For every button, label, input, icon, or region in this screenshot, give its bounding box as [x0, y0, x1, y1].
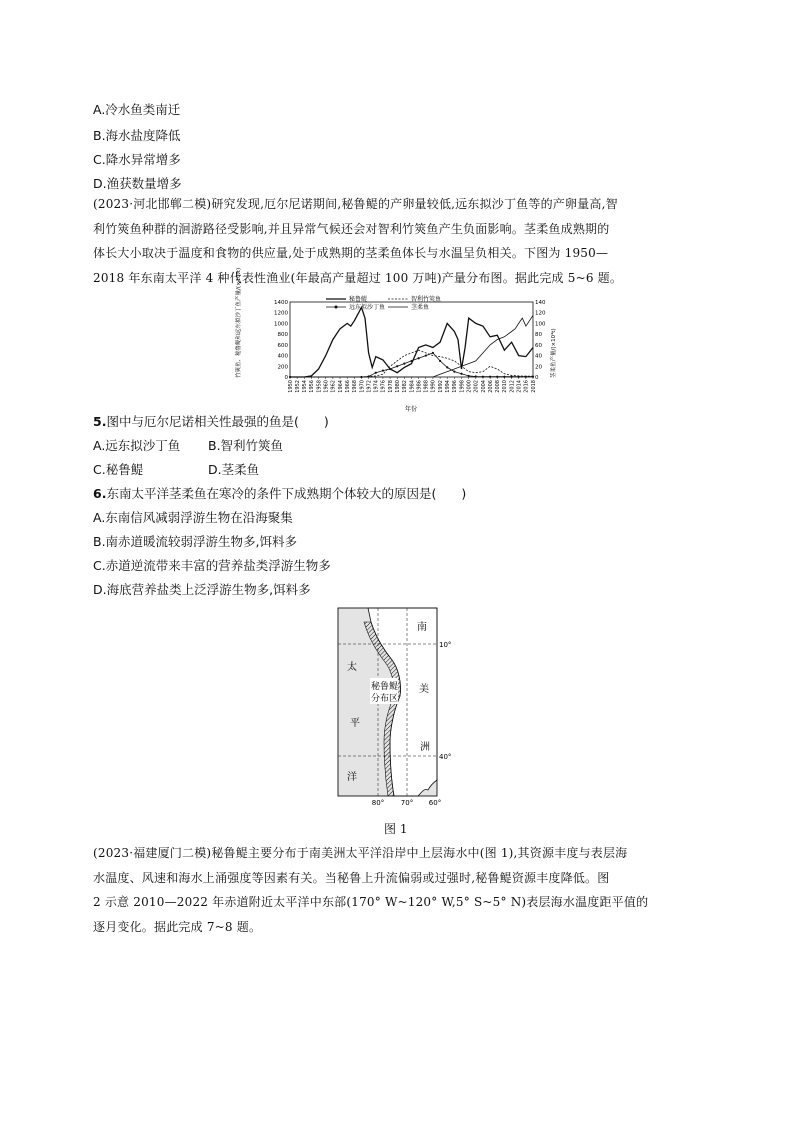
- x-axis-label: 年份: [404, 406, 418, 413]
- y-tick-left: 0: [284, 375, 288, 381]
- figure-1-caption: 图 1: [384, 822, 408, 836]
- question-5-number: 5.: [93, 414, 107, 429]
- question-5-options-row2: [93, 460, 259, 478]
- legend-label-squid: 茎柔鱼: [411, 304, 430, 311]
- x-tick-label: 2002: [473, 380, 480, 393]
- x-tick-label: 1986: [416, 380, 423, 393]
- question-5-stem: 图中与厄尔尼诺相关性最强的鱼是( ): [106, 414, 329, 429]
- sardine-point: [382, 369, 384, 371]
- label-ping: 平: [350, 718, 360, 729]
- label-continent: 洲: [420, 742, 430, 753]
- intro-line: 体长大小取决于温度和食物的供应量,处于成熟期的茎柔鱼体长与水温呈负相关。下图为 1950—: [93, 246, 609, 260]
- series-group: [289, 307, 534, 378]
- question-5: [93, 412, 329, 430]
- sardine-point: [446, 366, 448, 368]
- legend-label-anchoveta: 秘鲁鳀: [349, 296, 368, 303]
- intro-line: 利竹筴鱼种群的洄游路径受影响,并且异常气候还会对智利竹筴鱼产生负面影响。茎柔鱼成熟期的: [93, 221, 610, 236]
- sardine-point: [410, 360, 412, 362]
- sardine-point: [468, 375, 470, 377]
- x-tick-label: 2006: [487, 380, 494, 393]
- x-tick-label: 2008: [495, 380, 502, 393]
- y-tick-right: 140: [535, 300, 546, 306]
- y-tick-right: 20: [535, 364, 542, 371]
- chart-legend: [326, 295, 441, 311]
- y-tick-right: 80: [535, 332, 542, 339]
- intro-line: 水温度、风速和海水上涌强度等因素有关。当秘鲁上升流偏弱或过强时,秘鲁鳀资源丰度降低。图: [93, 870, 610, 885]
- q5-option-c: C.秘鲁鳀: [93, 462, 144, 477]
- label-zone-line2: 分布区: [371, 694, 399, 704]
- x-tick-label: 1978: [387, 380, 394, 393]
- label-yang: 洋: [347, 772, 357, 783]
- q6-option-d: D.海底营养盐类上泛浮游生物多,饵料多: [93, 582, 311, 597]
- label-lon-80: 80°: [371, 799, 385, 807]
- x-tick-label: 1996: [452, 380, 459, 393]
- x-tick-label: 2016: [523, 380, 530, 393]
- x-tick-label: 1976: [380, 380, 387, 393]
- sardine-point: [525, 376, 527, 378]
- intro-line: (2023·河北邯郸二模)研究发现,厄尔尼诺期间,秘鲁鳀的产卵量较低,远东拟沙丁鱼等的产卵量高,智: [93, 197, 618, 211]
- x-tick-label: 2014: [516, 380, 523, 393]
- label-america: 美: [419, 684, 429, 695]
- label-tai: 太: [347, 662, 357, 673]
- series-line-squid: [290, 315, 533, 377]
- series-line-anchoveta: [290, 307, 533, 377]
- y-axis-label-left: 竹筴鱼、秘鲁鳀和远东拟沙丁鱼产量/(×10⁴t): [236, 267, 242, 378]
- option-c: C.降水异常增多: [93, 152, 181, 167]
- y-tick-left: 1000: [274, 321, 288, 328]
- x-tick-label: 1960: [323, 380, 330, 393]
- x-tick-label: 1954: [302, 380, 309, 393]
- y-tick-right: 40: [535, 353, 542, 360]
- intro-line: 逐月变化。据此完成 7~8 题。: [93, 919, 262, 934]
- sardine-point: [418, 357, 420, 359]
- q6-option-c: C.赤道逆流带来丰富的营养盐类浮游生物多: [93, 558, 331, 573]
- x-tick-label: 1980: [395, 380, 402, 393]
- sardine-point: [460, 373, 462, 375]
- intro-line: 2 示意 2010—2022 年赤道附近太平洋中东部(170° W~120° W,5° S~5° N)表层海水温度距平值的: [93, 895, 649, 909]
- x-tick-label: 1994: [445, 380, 452, 393]
- sardine-point: [403, 363, 405, 365]
- x-tick-label: 1990: [430, 380, 437, 393]
- y-tick-right: 0: [535, 375, 539, 381]
- x-tick-label: 1956: [309, 380, 316, 393]
- x-tick-label: 2000: [466, 380, 473, 393]
- intro-paragraph-2: [93, 841, 703, 939]
- y-tick-left: 600: [277, 342, 288, 349]
- intro-line: 2018 年东南太平洋 4 种代表性渔业(年最高产量超过 100 万吨)产量分布图。据此完成 5~6 题。: [93, 270, 623, 285]
- x-tick-label: 1966: [344, 380, 351, 393]
- sardine-point: [482, 376, 484, 378]
- x-tick-label: 1998: [459, 380, 466, 393]
- q5-option-d: D.茎柔鱼: [208, 462, 260, 477]
- x-tick-label: 1950: [287, 380, 294, 393]
- sardine-point: [475, 375, 477, 377]
- x-tick-label: 2004: [480, 380, 487, 393]
- sardine-point: [496, 376, 498, 378]
- y-tick-left: 1200: [274, 310, 288, 317]
- y-tick-right: 60: [535, 342, 542, 349]
- option-d: D.渔获数量增多: [93, 176, 182, 191]
- x-tick-label: 2012: [509, 380, 516, 393]
- intro-line: (2023·福建厦门二模)秘鲁鳀主要分布于南美洲太平洋沿岸中上层海水中(图 1),其资源丰度与表层海: [93, 846, 628, 860]
- x-tick-label: 1984: [409, 380, 416, 393]
- y-axis-label-right: 茎柔鱼产量/(×10⁴t): [551, 328, 557, 378]
- x-tick-label: 1964: [337, 380, 344, 393]
- sardine-point: [425, 354, 427, 356]
- sardine-point: [453, 371, 455, 373]
- question-5-options-row1: [93, 436, 283, 454]
- sardine-point: [532, 376, 534, 378]
- label-lat-10: 10°: [439, 641, 452, 649]
- sardine-point: [389, 368, 391, 370]
- y-tick-right: 100: [535, 321, 546, 328]
- sardine-point: [439, 360, 441, 362]
- x-tick-label: 1968: [352, 380, 359, 393]
- y-tick-left: 1400: [274, 300, 288, 306]
- sardine-point: [503, 376, 505, 378]
- label-lon-70: 70°: [400, 799, 414, 807]
- sardine-point: [432, 352, 434, 354]
- sardine-point: [396, 365, 398, 367]
- sardine-point: [489, 376, 491, 378]
- axis-ticks: [274, 300, 546, 393]
- legend-label-jack-mackerel: 智利竹筴鱼: [411, 296, 442, 303]
- intro-paragraph-1: [93, 192, 703, 290]
- q6-option-b: B.南赤道暖流较弱浮游生物多,饵料多: [93, 534, 298, 549]
- option-b: B.海水盐度降低: [93, 128, 181, 143]
- label-south: 南: [417, 622, 427, 633]
- sardine-point: [518, 376, 520, 378]
- y-tick-left: 200: [277, 364, 288, 371]
- x-tick-label: 2018: [530, 380, 537, 393]
- x-tick-label: 2010: [502, 380, 509, 393]
- y-tick-left: 400: [277, 353, 288, 360]
- x-tick-label: 1992: [437, 380, 444, 393]
- sardine-point: [510, 376, 512, 378]
- label-lon-60: 60°: [428, 799, 442, 807]
- peru-anchoveta-map: [338, 608, 450, 808]
- series-line-sardine: [290, 353, 533, 377]
- legend-label-sardine: 远东拟沙丁鱼: [349, 304, 386, 311]
- x-tick-label: 1962: [330, 380, 337, 393]
- question-6-number: 6.: [93, 486, 107, 501]
- label-lat-40: 40°: [439, 753, 452, 761]
- q6-option-a: A.东南信风减弱浮游生物在沿海聚集: [93, 510, 293, 525]
- q5-option-a: A.远东拟沙丁鱼: [93, 438, 181, 453]
- label-zone-line1: 秘鲁鳀: [371, 682, 399, 692]
- x-tick-label: 1970: [359, 380, 366, 393]
- question-6-stem: 东南太平洋茎柔鱼在寒冷的条件下成熟期个体较大的原因是( ): [106, 486, 467, 501]
- legend-marker-sardine: [335, 306, 338, 309]
- x-tick-label: 1988: [423, 380, 430, 393]
- sardine-point: [375, 372, 377, 374]
- option-a: A.冷水鱼类南迁: [93, 102, 181, 117]
- x-tick-label: 1952: [294, 380, 301, 393]
- plot-frame: [290, 302, 533, 377]
- question-6: [93, 484, 466, 502]
- x-tick-label: 1972: [366, 380, 373, 393]
- x-tick-label: 1958: [316, 380, 323, 393]
- y-tick-left: 800: [277, 332, 288, 339]
- x-tick-label: 1982: [402, 380, 409, 393]
- y-tick-right: 120: [535, 310, 546, 317]
- q5-option-b: B.智利竹筴鱼: [208, 438, 284, 453]
- x-tick-label: 1974: [373, 380, 380, 393]
